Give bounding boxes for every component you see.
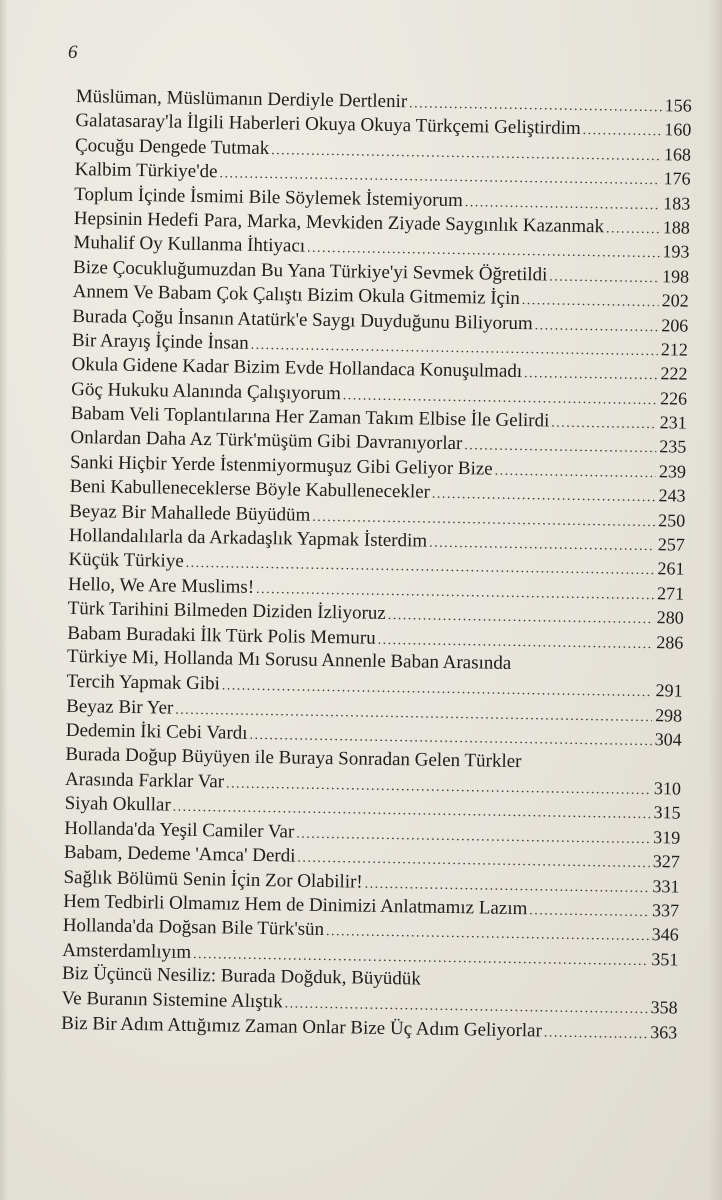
toc-title: Biz Üçüncü Nesiliz: Burada Doğduk, Büyüdük	[61, 962, 421, 990]
toc-page-number: 212	[660, 339, 689, 360]
toc-leader-dots	[544, 1021, 648, 1047]
toc-leader-dots	[549, 265, 659, 291]
toc-leader-dots	[606, 217, 660, 242]
toc-title: Hollanda'da Yeşil Camiler Var	[64, 817, 295, 843]
toc-title: Beni Kabulleneceklerse Böyle Kabullenecekler	[69, 476, 431, 503]
toc-leader-dots	[429, 532, 655, 560]
toc-title: Galatasaray'la İlgili Haberleri Okuya Okuya Türkçemi Geliştirdim	[75, 110, 581, 140]
toc-title: Ve Buranın Sistemine Alıştık	[61, 988, 283, 1013]
toc-leader-dots	[524, 362, 658, 388]
toc-page-number: 346	[651, 924, 679, 945]
toc-page-number: 168	[663, 144, 692, 165]
toc-title: Muhalif Oy Kullanma İhtiyacı	[73, 232, 306, 257]
toc-page-number: 206	[661, 314, 689, 336]
toc-page-number: 156	[664, 95, 692, 116]
toc-leader-dots	[582, 119, 661, 145]
toc-title: Hello, We Are Muslims!	[67, 573, 255, 598]
toc-leader-dots	[432, 483, 656, 511]
toc-page-number: 280	[656, 607, 684, 628]
toc-page-number: 271	[656, 583, 685, 604]
toc-page-number: 291	[655, 680, 683, 701]
toc-title: Hollanda'da Doğsan Bile Türk'sün	[62, 915, 325, 941]
toc-page-number: 351	[651, 948, 679, 970]
toc-page-number: 183	[663, 192, 691, 214]
toc-page-number: 202	[661, 290, 689, 311]
toc-title: Biz Bir Adım Attığımız Zaman Onlar Bize Üç Adım Geliyorlar	[61, 1012, 543, 1042]
toc-title: Sağlık Bölümü Senin İçin Zor Olabilir!	[63, 866, 363, 893]
toc-title: Hem Tedbirli Olmamız Hem de Dinimizi Anlatmamız Lazım	[62, 890, 528, 920]
toc-leader-dots	[535, 314, 659, 340]
toc-title: Türk Tarihini Bilmeden Diziden İzliyoruz	[67, 598, 386, 625]
toc-page-number: 250	[658, 509, 686, 531]
toc-title: Küçük Türkiye	[68, 549, 184, 573]
toc-page-number: 363	[650, 1021, 678, 1043]
page-number: 6	[68, 42, 78, 63]
toc-title: Dedemin İki Cebi Vardı	[65, 720, 248, 744]
toc-page-number: 239	[658, 461, 687, 482]
toc-page-number: 358	[650, 997, 678, 1019]
toc-title: Siyah Okullar	[64, 793, 171, 816]
toc-page-number: 231	[659, 412, 687, 433]
toc-title: Annem Ve Babam Çok Çalıştı Bizim Okula Gitmemiz İçin	[72, 281, 520, 310]
toc-page-number: 337	[651, 900, 680, 921]
toc-title: Babam Veli Toplantılarına Her Zaman Takım Elbise İle Gelirdi	[70, 403, 550, 432]
toc-page-number: 176	[663, 168, 691, 189]
toc-title: Onlardan Daha Az Türk'müşüm Gibi Davranıyorlar	[70, 427, 463, 455]
toc-page-number: 319	[653, 826, 681, 848]
toc-page-number: 160	[664, 119, 692, 141]
toc-title: Bir Arayış İçinde İnsan	[71, 329, 249, 354]
toc-page-number: 304	[654, 729, 682, 750]
toc-page-number: 286	[656, 631, 684, 653]
toc-leader-dots	[464, 435, 656, 462]
toc-title: Babam, Dedeme 'Amca' Derdi	[63, 842, 296, 867]
toc-title: Babam Buradaki İlk Türk Polis Memuru	[67, 622, 376, 649]
toc-page-number: 226	[659, 387, 688, 409]
toc-leader-dots	[522, 289, 659, 316]
page-edge-shadow-right	[708, 0, 722, 1200]
toc-title: Kalbim Türkiye'de	[74, 159, 218, 183]
page-edge-shadow-left	[0, 0, 8, 1200]
toc-title: Beyaz Bir Mahallede Büyüdüm	[69, 500, 311, 526]
toc-page-number: 310	[653, 778, 682, 799]
toc-title: Toplum İçinde İsmimi Bile Söylemek İstemiyorum	[74, 183, 464, 211]
toc-title: Beyaz Bir Yer	[66, 695, 174, 719]
toc-title: Tercih Yapmak Gibi	[66, 671, 221, 695]
toc-page-number: 261	[657, 558, 685, 580]
toc-title: Hollandalılarla da Arkadaşlık Yapmak İsterdim	[68, 524, 428, 552]
toc-title: Müslüman, Müslümanın Derdiyle Dertlenir	[75, 85, 408, 113]
toc-title: Okula Gidene Kadar Bizim Evde Hollandaca Konuşulmadı	[71, 354, 523, 383]
toc-title: Çocuğu Dengede Tutmak	[74, 134, 270, 159]
toc-leader-dots	[551, 412, 657, 438]
toc-page-number: 327	[652, 851, 681, 872]
toc-leader-dots	[494, 459, 656, 486]
toc-page-number: 188	[662, 217, 690, 238]
toc-title: Burada Çoğu İnsanın Atatürk'e Saygı Duyduğunu Biliyorum	[72, 305, 533, 334]
toc-page-number: 193	[662, 241, 690, 262]
toc-title: Sanki Hiçbir Yerde İstenmiyormuşuz Gibi Geliyor Bize	[69, 451, 493, 480]
table-of-contents	[61, 84, 692, 1045]
toc-page-number: 257	[657, 534, 685, 555]
toc-page-number: 198	[661, 265, 690, 287]
toc-title: Amsterdamlıyım	[62, 939, 192, 963]
toc-page-number: 298	[655, 704, 683, 726]
toc-page-number: 243	[658, 485, 686, 506]
toc-page-number: 331	[652, 875, 680, 897]
toc-page-number: 222	[660, 363, 688, 384]
toc-page-number: 315	[653, 802, 681, 823]
toc-leader-dots	[529, 899, 649, 925]
toc-title: Göç Hukuku Alanında Çalışıyorum	[71, 378, 342, 404]
toc-page-number: 235	[659, 436, 687, 458]
toc-title: Burada Doğup Büyüyen ile Buraya Sonradan Gelen Türkler	[65, 743, 522, 772]
toc-title: Arasında Farklar Var	[64, 768, 225, 793]
toc-title: Hepsinin Hedefi Para, Marka, Mevkiden Ziyade Saygınlık Kazanmak	[73, 207, 605, 238]
toc-title: Bize Çocukluğumuzdan Bu Yana Türkiye'yi Sevmek Öğretildi	[72, 256, 548, 286]
toc-title: Türkiye Mi, Hollanda Mı Sorusu Annenle Baban Arasında	[66, 645, 512, 674]
